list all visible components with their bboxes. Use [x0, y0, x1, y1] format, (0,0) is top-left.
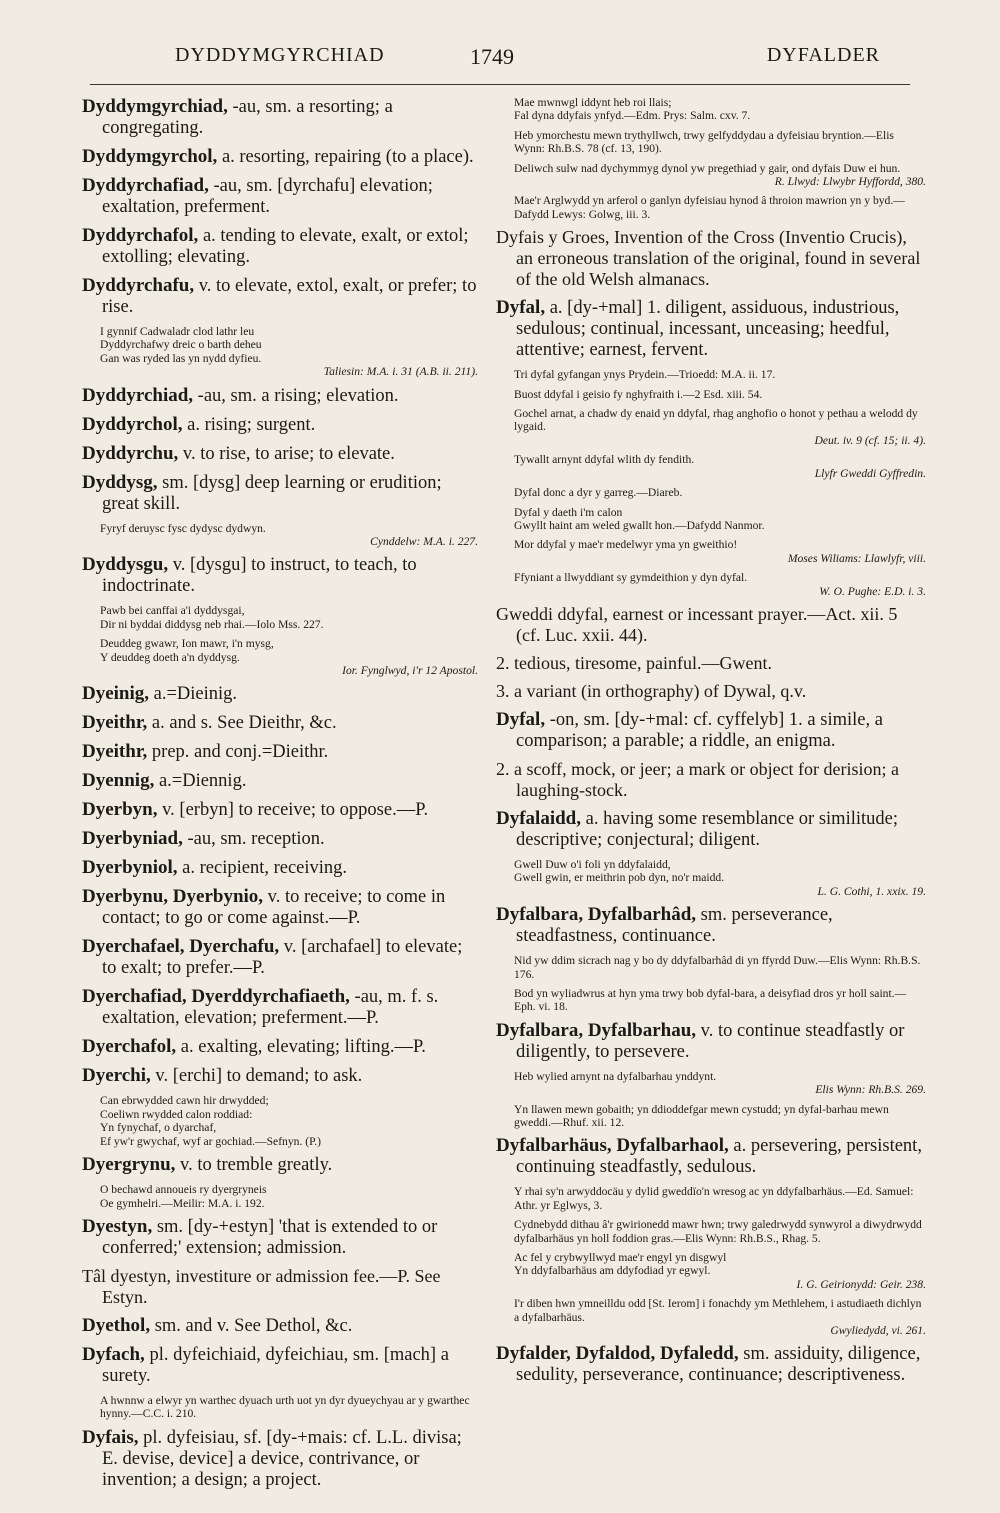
quotation [514, 1103, 926, 1130]
definition: sm. [dy-+estyn] 'that is extended to or conferred;' extension; admission. [102, 1216, 438, 1258]
header-left: DYDDYMGYRCHIAD [175, 44, 385, 66]
dictionary-entry [496, 1020, 926, 1063]
dictionary-entry [82, 414, 478, 436]
dictionary-entry [82, 712, 478, 734]
dictionary-entry [82, 146, 478, 168]
quotation-text: Pawb bei canffai a'i dyddysgai, Dir ni byddai diddysg neb rhai.—Iolo Mss. 227. [100, 604, 324, 631]
dictionary-entry [496, 297, 926, 361]
headword: Dyddyrchu, [82, 442, 179, 464]
headword: Dyerchafael, Dyerchafu, [82, 936, 280, 958]
definition: v. to elevate, extol, exalt, or prefer; to rise. [102, 276, 477, 317]
headword: Dyergrynu, [82, 1154, 176, 1176]
definition: a. having some resemblance or similitude; descriptive; conjectural; diligent. [516, 808, 898, 850]
dictionary-entry [82, 857, 478, 879]
headword: Dyddymgyrchol, [82, 146, 218, 167]
quotation-text: I'r diben hwn ymneilldu odd [St. Ierom] i fonachdy ym Methlehem, i astudiaeth dichlyn a dyfalbarhäus. [514, 1297, 922, 1324]
headword: Dyestyn, [82, 1215, 153, 1237]
quotation-text: Y rhai sy'n arwyddocäu y dylid gweddïo'n wresog ac yn ddyfalbarhäus.—Ed. Samuel: Athr. yr Eglwys, 3. [514, 1185, 914, 1212]
quotation-text: Ffyniant a llwyddiant sy gymdeithion y dyn dyfal. [514, 571, 748, 585]
quotation [100, 325, 478, 379]
headword: Dyfalbarhäus, Dyfalbarhaol, [496, 1135, 729, 1157]
headword: Dyddyrchafiad, [82, 175, 209, 196]
sense-paragraph: Gweddi ddyfal, earnest or incessant prayer.—Act. xii. 5 (cf. Luc. xxii. 44). [496, 603, 898, 645]
dictionary-entry [82, 1315, 478, 1337]
quotation-text: Gochel arnat, a chadw dy enaid yn ddyfal, rhag anghofio o honot y pethau a welodd dy lygaid. [514, 407, 918, 434]
definition: v. to receive; to come in contact; to go or come against.—P. [102, 887, 446, 929]
headword: Dyddyrchol, [82, 413, 183, 435]
quotation [100, 1094, 478, 1148]
quotation-text: Cydnebydd dithau â'r gwirionedd mawr hwn; trwy galedrwydd synwyrol a diwydrwydd dyfalbarhäus yn holl foddion gras.—Elis Wynn: Rh.B.S., Rhag. 5. [514, 1218, 922, 1245]
definition: prep. and conj.=Dieithr. [147, 742, 329, 763]
quotation-text: Deliwch sulw nad dychymmyg dynol yw pregethiad y gair, ond dyfais Duw ei hun. [514, 161, 901, 175]
quotation-text: Heb wylied arnynt na dyfalbarhau ynddynt. [514, 1069, 717, 1083]
quotation-source: W. O. Pughe: E.D. i. 3. [819, 584, 926, 598]
dictionary-entry [496, 709, 926, 752]
definition: v. [erchi] to demand; to ask. [150, 1066, 363, 1087]
quotation [514, 954, 926, 981]
quotation-source: Deut. iv. 9 (cf. 15; ii. 4). [814, 433, 926, 447]
dictionary-entry [82, 472, 478, 515]
quotation-source: Gwyliedydd, vi. 261. [830, 1324, 926, 1338]
quotation [514, 368, 926, 381]
headword: Dyfach, [82, 1343, 145, 1365]
quotation [514, 486, 926, 499]
definition: a. and s. See Dieithr, &c. [147, 713, 337, 734]
dictionary-entry [82, 1427, 478, 1491]
headword: Dyerchafiad, Dyerddyrchafiaeth, [82, 986, 350, 1008]
dictionary-entry [496, 1135, 926, 1178]
headword: Dyddyrchafol, [82, 225, 199, 246]
headword: Dyfalbara, Dyfalbarhau, [496, 1019, 697, 1041]
quotation [100, 522, 478, 549]
definition: a. [dy-+mal] 1. diligent, assiduous, industrious, sedulous; continual, incessant, unceasing; heedful, attentive; earnest, fervent. [516, 298, 900, 361]
quotation-text: Gwell Duw o'i foli yn ddyfalaidd, Gwell gwin, er meithrin pob dyn, no'r maidd. [514, 857, 725, 885]
dictionary-entry [496, 1343, 926, 1386]
dictionary-entry [82, 741, 478, 763]
quotation-text: Mae'r Arglwydd yn arferol o ganlyn dyfeisiau hynod â throion mawrion yn y byd.—Dafydd Lewys: Golwg, iii. 3. [514, 194, 905, 221]
dictionary-entry [82, 1154, 478, 1176]
definition: pl. dyfeisiau, sf. [dy-+mais: cf. L.L. divisa; E. devise, device] a device, contrivance, or invention; a design; a project. [102, 1427, 462, 1490]
headword: Dyddysgu, [82, 554, 169, 576]
dictionary-entry [82, 828, 478, 850]
header-right: DYFALDER [766, 44, 880, 66]
quotation [514, 129, 926, 156]
quotation-source: Ior. Fynglwyd, i'r 12 Apostol. [342, 664, 478, 678]
header-rule [90, 84, 910, 85]
page-number: 1749 [470, 44, 514, 69]
definition: -au, m. f. s. exaltation, elevation; preferment.—P. [102, 987, 439, 1029]
quotation [100, 604, 478, 631]
quotation-source: I. G. Geirionydd: Geir. 238. [796, 1277, 926, 1291]
quotation-text: Dyfal donc a dyr y garreg.—Diareb. [514, 486, 683, 500]
quotation [100, 1183, 478, 1210]
quotation [100, 1394, 478, 1421]
definition: pl. dyfeichiaid, dyfeichiau, sm. [mach] a surety. [102, 1344, 449, 1386]
quotation-text: A hwnnw a elwyr yn warthec dyuach urth uot yn dyr dyueychyau ar y gwarthec hynny.—C.C. i. 210. [100, 1393, 470, 1421]
dictionary-entry [82, 799, 478, 821]
quotation-source: L. G. Cothi, 1. xxix. 19. [817, 884, 926, 898]
quotation-source: Cynddelw: M.A. i. 227. [370, 535, 478, 549]
quotation [514, 1185, 926, 1212]
dictionary-entry [82, 1344, 478, 1387]
quotation-source: Llyfr Gweddi Gyffredin. [814, 466, 926, 480]
quotation-text: Mae mwnwgl iddynt heb roi llais; Fal dyna ddyfais ynfyd.—Edm. Prys: Salm. cxv. 7. [514, 96, 751, 123]
quotation-source: Moses Wiliams: Llawlyfr, viii. [787, 551, 926, 565]
quotation [514, 1297, 926, 1337]
quotation [514, 453, 926, 480]
headword: Dyerbyn, [82, 799, 158, 821]
headword: Dyfalder, Dyfaldod, Dyfaledd, [496, 1343, 739, 1365]
quotation [100, 637, 478, 677]
quotation-source: Elis Wynn: Rh.B.S. 269. [815, 1083, 926, 1097]
headword: Dyddymgyrchiad, [82, 96, 228, 117]
dictionary-entry [496, 904, 926, 947]
dictionary-entry [82, 275, 478, 318]
quotation-text: Can ebrwydded cawn hir drwydded; Coeliwn rwydded calon roddiad: Yn fynychaf, o dyarchaf, Ef yw'r gwychaf, wyf ar gochiad.—Sefnyn. (P.) [100, 1094, 322, 1148]
dictionary-entry [82, 1065, 478, 1087]
definition: sm. assiduity, diligence, sedulity, perseverance, continuance; descriptiveness. [516, 1344, 921, 1386]
definition: -au, sm. a resorting; a congregating. [102, 97, 393, 138]
definition: v. [archafael] to elevate; to exalt; to prefer.—P. [102, 937, 463, 979]
headword: Dyddyrchiad, [82, 384, 194, 406]
quotation-source: R. Llwyd: Llwybr Hyffordd, 380. [774, 175, 926, 189]
headword: Dyerbyniad, [82, 828, 183, 850]
sense-paragraph: 2. a scoff, mock, or jeer; a mark or object for derision; a laughing-stock. [496, 758, 900, 800]
headword: Dyfalaidd, [496, 807, 581, 829]
dictionary-entry [82, 770, 478, 792]
dictionary-entry [82, 683, 478, 705]
dictionary-entry [82, 175, 478, 218]
running-header [40, 44, 960, 74]
headword: Dyerchi, [82, 1065, 151, 1087]
definition: a.=Dieinig. [149, 684, 238, 705]
definition: -on, sm. [dy-+mal: cf. cyffelyb] 1. a simile, a comparison; a parable; a riddle, an enigma. [516, 709, 883, 751]
quotation-text: Tri dyfal gyfangan ynys Prydein.—Trioedd: M.A. ii. 17. [514, 368, 776, 382]
sense-paragraph: 2. tedious, tiresome, painful.—Gwent. [496, 652, 772, 673]
sense-paragraph: 3. a variant (in orthography) of Dywal, q.v. [496, 680, 807, 701]
quotation [514, 1218, 926, 1245]
quotation-source: Taliesin: M.A. i. 31 (A.B. ii. 211). [323, 365, 478, 379]
definition: v. [erbyn] to receive; to oppose.—P. [157, 800, 429, 821]
quotation [514, 987, 926, 1014]
dictionary-entry [82, 225, 478, 268]
headword: Dyddysg, [82, 471, 158, 493]
quotation [514, 162, 926, 189]
dictionary-entry [82, 385, 478, 407]
headword: Dyddyrchafu, [82, 275, 195, 296]
sense-paragraph: Dyfais y Groes, Invention of the Cross (Inventio Crucis), an erroneous translation of the original, found in several of the old Welsh almanacs. [496, 227, 921, 290]
quotation [514, 538, 926, 565]
quotation [514, 96, 926, 123]
headword: Dyeithr, [82, 712, 148, 734]
quotation [514, 388, 926, 401]
definition: v. to tremble greatly. [175, 1155, 333, 1176]
headword: Dyerbynu, Dyerbynio, [82, 886, 264, 908]
headword: Dyeithr, [82, 741, 148, 763]
dictionary-entry [82, 443, 478, 465]
definition: sm. and v. See Dethol, &c. [150, 1315, 353, 1336]
left-column [82, 96, 478, 1493]
quotation [514, 194, 926, 221]
quotation-text: Buost ddyfal i geisio fy nghyfraith i.—2 Esd. xiii. 54. [514, 387, 763, 401]
quotation-text: Tywallt arnynt ddyfal wlith dy fendith. [514, 453, 695, 467]
headword: Dyfalbara, Dyfalbarhâd, [496, 904, 697, 926]
dictionary-entry [82, 1036, 478, 1058]
quotation-text: Yn llawen mewn gobaith; yn ddioddefgar mewn cystudd; yn dyfal-barhau mewn gweddi.—Rhuf. xii. 12. [514, 1102, 889, 1129]
definition: -au, sm. reception. [182, 829, 325, 850]
quotation-text: I gynnif Cadwaladr clod lathr leu Dyddyrchafwy dreic o barth deheu Gan was ryded las yn nydd dyfieu. [100, 325, 262, 365]
definition: a.=Diennig. [154, 771, 247, 792]
quotation [514, 1251, 926, 1291]
definition: a. resorting, repairing (to a place). [217, 147, 474, 167]
quotation-text: Bod yn wyliadwrus at hyn yma trwy bob dyfal-bara, a deisyfiad dros yr holl saint.—Eph. vi. 18. [514, 986, 907, 1014]
quotation-text: Dyfal y daeth i'm calon Gwyllt haint am weled gwallt hon.—Dafydd Nanmor. [514, 505, 765, 532]
headword: Dyerchafol, [82, 1036, 177, 1058]
sense-paragraph: Tâl dyestyn, investiture or admission fee.—P. See Estyn. [82, 1265, 441, 1307]
quotation [514, 1070, 926, 1097]
definition: a. rising; surgent. [182, 414, 316, 435]
quotation-text: Mor ddyfal y mae'r medelwyr yma yn gweithio! [514, 538, 738, 552]
quotation [514, 858, 926, 898]
headword: Dyfal, [496, 708, 546, 730]
definition: v. to continue steadfastly or diligently, to persevere. [516, 1020, 905, 1062]
definition: -au, sm. [dyrchafu] elevation; exaltation, preferment. [102, 176, 433, 217]
dictionary-entry [82, 1216, 478, 1259]
quotation-text: O bechawd annoueis ry dyergryneis Oe gymhelri.—Meilir: M.A. i. 192. [100, 1183, 267, 1210]
quotation [514, 571, 926, 598]
headword: Dyfal, [496, 297, 546, 319]
headword: Dyeinig, [82, 683, 150, 705]
quotation-text: Deuddeg gwawr, Ion mawr, i'n mysg, Y deuddeg doeth a'n dyddysg. [100, 637, 274, 664]
dictionary-entry [82, 936, 478, 979]
headword: Dyethol, [82, 1314, 151, 1336]
dictionary-entry [82, 986, 478, 1029]
definition: a. persevering, persistent, continuing steadfastly, sedulous. [516, 1136, 922, 1178]
quotation [514, 407, 926, 447]
right-column [496, 96, 926, 1493]
definition: sm. perseverance, steadfastness, continuance. [516, 905, 833, 947]
quotation-text: Heb ymorchestu mewn trythyllwch, trwy gelfyddydau a dyfeisiau bryntion.—Elis Wynn: Rh.B.S. 78 (cf. 13, 190). [514, 128, 894, 156]
headword: Dyerbyniol, [82, 857, 178, 879]
definition: a. tending to elevate, exalt, or extol; extolling; elevating. [102, 226, 469, 267]
quotation-text: Fyryf deruysc fysc dydysc dydwyn. [100, 521, 266, 535]
definition: -au, sm. a rising; elevation. [193, 385, 399, 406]
definition: a. recipient, receiving. [177, 858, 348, 879]
definition: a. exalting, elevating; lifting.—P. [176, 1037, 426, 1058]
quotation-text: Ac fel y crybwyllwyd mae'r engyl yn disgwyl Yn ddyfalbarhäus am ddyfodiad yr egwyl. [514, 1251, 727, 1278]
quotation-text: Nid yw ddim sicrach nag y bo dy ddyfalbarhâd di yn ffyrdd Duw.—Elis Wynn: Rh.B.S. 176. [514, 954, 921, 981]
definition: v. [dysgu] to instruct, to teach, to indoctrinate. [102, 555, 417, 597]
headword: Dyfais, [82, 1426, 139, 1448]
definition: v. to rise, to arise; to elevate. [178, 443, 395, 464]
quotation [514, 506, 926, 533]
definition: sm. [dysg] deep learning or erudition; great skill. [102, 472, 442, 514]
headword: Dyennig, [82, 770, 155, 792]
dictionary-entry [82, 886, 478, 929]
dictionary-entry [496, 808, 926, 851]
dictionary-entry [82, 554, 478, 597]
dictionary-entry [82, 96, 478, 139]
